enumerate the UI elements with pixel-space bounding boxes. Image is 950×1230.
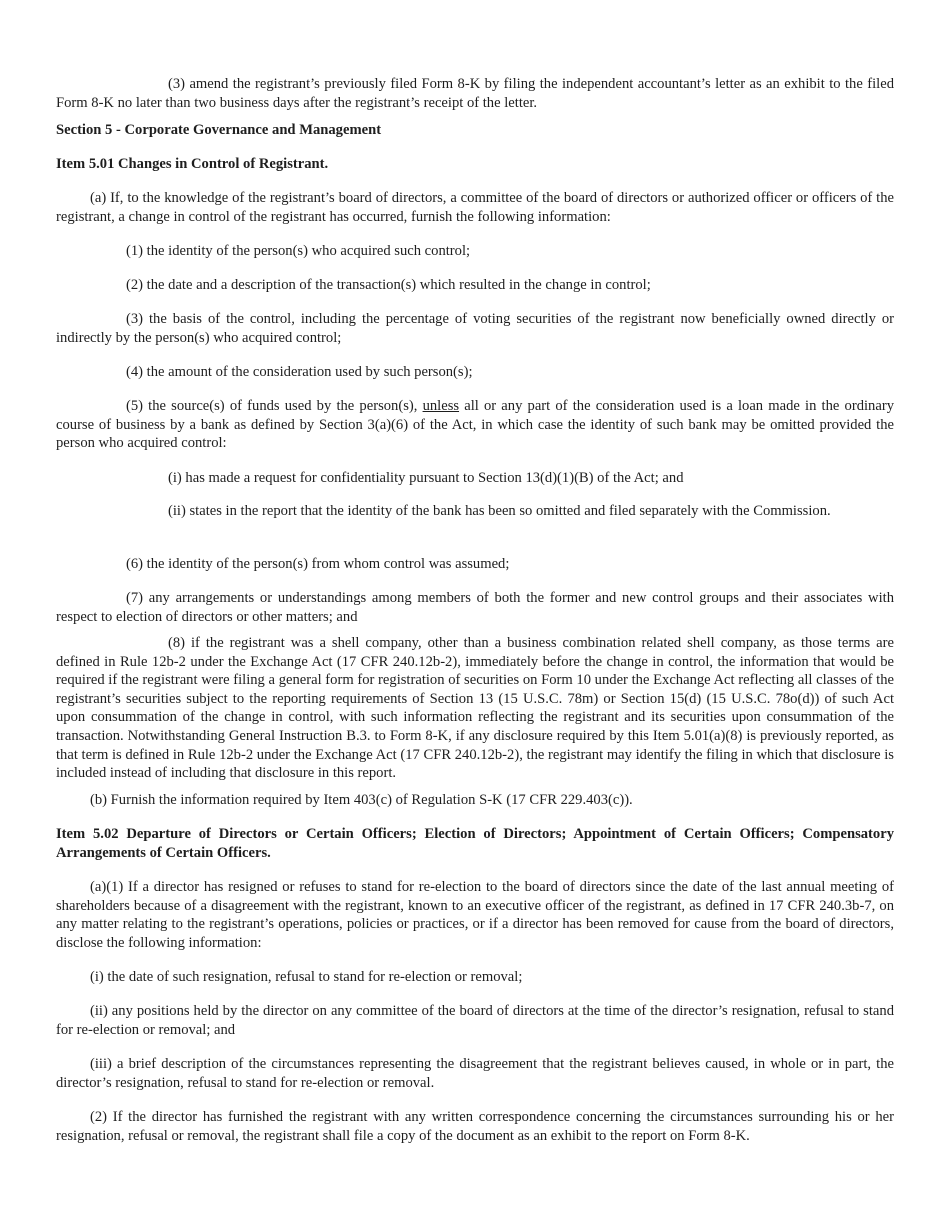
- item-5-01-a5-i: (i) has made a request for confidentiality pursuant to Section 13(d)(1)(B) of the Act; and: [168, 470, 684, 486]
- item-5-02-a1-ii: (ii) any positions held by the director on any committee of the board of directors at the time of the director’s resignation, refusal to stand for re-election or removal; and: [56, 1003, 894, 1038]
- a5-text-end: all or any part of the consideration used is a loan made in the ordinary course of business by a bank as defined by Section 3(a)(6) of the Act, in which case the identity of such bank may be omitted provided the person who acquired control:: [56, 398, 894, 452]
- item-5-02-a2: (2) If the director has furnished the registrant with any written correspondence concerning the circumstances surrounding his or her resignation, refusal or removal, the registrant shall file a copy of the document as an exhibit to the report on Form 8-K.: [56, 1109, 894, 1144]
- item-5-01-a5-ii: (ii) states in the report that the identity of the bank has been so omitted and filed separately with the Commission.: [168, 503, 831, 519]
- item-5-01-a5: [56, 397, 894, 453]
- item-5-01-a3: (3) the basis of the control, including the percentage of voting securities of the registrant now beneficially owned directly or indirectly by the person(s) who acquired control;: [56, 311, 894, 346]
- item-5-01-a2: (2) the date and a description of the transaction(s) which resulted in the change in control;: [126, 277, 651, 293]
- item-5-01-a1: (1) the identity of the person(s) who acquired such control;: [126, 243, 471, 259]
- section-5-heading: Section 5 - Corporate Governance and Management: [56, 122, 382, 138]
- a5-text-start: (5) the source(s) of funds used by the person(s),: [126, 398, 423, 414]
- item-5-01-a8: (8) if the registrant was a shell company, other than a business combination related shell company, as those terms are defined in Rule 12b-2 under the Exchange Act (17 CFR 240.12b-2), immediately before the change in control, the information that would be required if the registrant were filing a general form for registration of securities on Form 10 under the Exchange Act reflecting all classes of the registrant’s securities subject to the reporting requirements of Section 13 (15 U.S.C. 78m) or Section 15(d) (15 U.S.C. 78o(d)) of such Act upon consummation of the change in control, with such information reflecting the registrant and its securities upon consummation of the transaction. Notwithstanding General Instruction B.3. to Form 8-K, if any disclosure required by this Item 5.01(a)(8) is previously reported, as that term is defined in Rule 12b-2 under the Exchange Act (17 CFR 240.12b-2), the registrant may identify the filing in which that disclosure is included instead of including that disclosure in this report.: [56, 635, 894, 782]
- item-5-01-a4: (4) the amount of the consideration used by such person(s);: [126, 364, 473, 380]
- item-5-02-a1: (a)(1) If a director has resigned or refuses to stand for re-election to the board of directors since the date of the last annual meeting of shareholders because of a disagreement with the registrant, known to an executive officer of the registrant, as defined in 17 CFR 240.3b-7, on any matter relating to the registrant’s operations, policies or practices, or if a director has been removed for cause from the board of directors, disclose the following information:: [56, 879, 894, 951]
- item-5-01-a6: (6) the identity of the person(s) from whom control was assumed;: [126, 556, 510, 572]
- item-5-01-heading: Item 5.01 Changes in Control of Registrant.: [56, 156, 329, 172]
- item-5-02-a1-iii: (iii) a brief description of the circumstances representing the disagreement that the registrant believes caused, in whole or in part, the director’s resignation, refusal to stand for re-election or removal.: [56, 1056, 894, 1091]
- item-5-01-a7: (7) any arrangements or understandings among members of both the former and new control groups and their associates with respect to election of directors or other matters; and: [56, 590, 894, 625]
- item-5-02-heading: Item 5.02 Departure of Directors or Certain Officers; Election of Directors; Appointment of Certain Officers; Compensatory Arrangements of Certain Officers.: [56, 826, 894, 861]
- paragraph-amend-form-8k: (3) amend the registrant’s previously filed Form 8-K by filing the independent accountant’s letter as an exhibit to the filed Form 8-K no later than two business days after the registrant’s receipt of the letter.: [56, 76, 894, 111]
- item-5-01-b: (b) Furnish the information required by Item 403(c) of Regulation S-K (17 CFR 229.403(c)).: [90, 792, 633, 808]
- item-5-01-a: (a) If, to the knowledge of the registrant’s board of directors, a committee of the board of directors or authorized officer or officers of the registrant, a change in control of the registrant has occurred, furnish the following information:: [56, 190, 894, 225]
- item-5-02-a1-i: (i) the date of such resignation, refusal to stand for re-election or removal;: [90, 969, 523, 985]
- a5-unless-underlined: unless: [422, 398, 460, 414]
